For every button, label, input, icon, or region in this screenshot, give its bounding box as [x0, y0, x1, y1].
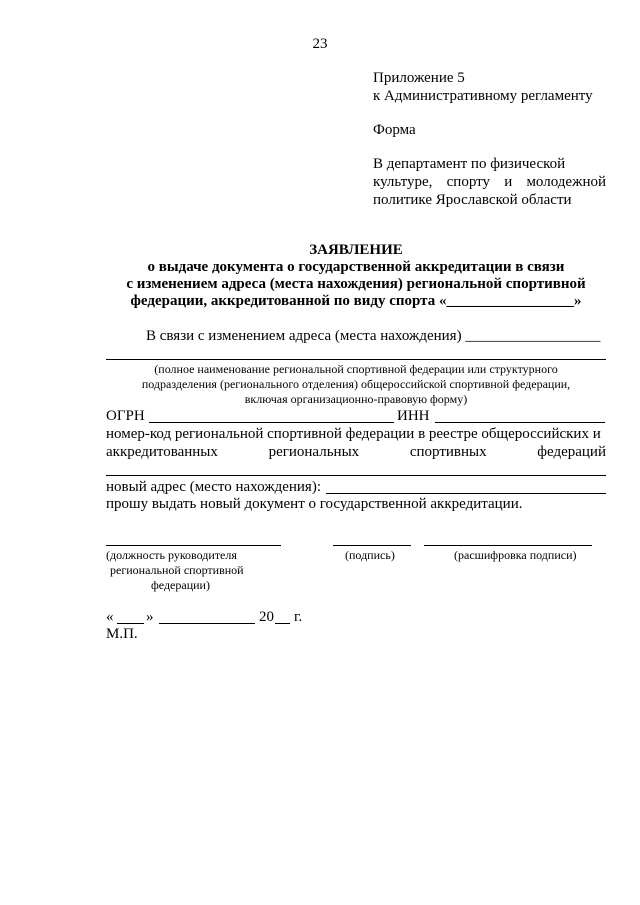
addressee-line3: политике Ярославской области — [373, 192, 572, 208]
addressee-word: спорту — [446, 174, 490, 190]
ogrn-label: ОГРН — [106, 408, 145, 424]
registry-word: спортивных — [409, 444, 487, 460]
decoding-caption: (расшифровка подписи) — [454, 548, 577, 562]
position-caption-2: региональной спортивной — [110, 563, 244, 577]
date-quote-open: « — [106, 609, 114, 625]
addressee-word: культуре, — [373, 174, 433, 190]
appendix-label: Приложение 5 — [373, 70, 465, 86]
regulation-label: к Административному регламенту — [373, 88, 593, 104]
registry-line2 — [106, 444, 606, 461]
note-line2: подразделения (регионального отделения) общероссийской спортивной федерации, — [141, 377, 571, 391]
year-prefix: 20 — [259, 609, 274, 625]
request-text: прошу выдать новый документ о государственной аккредитации. — [106, 496, 523, 512]
note-line1: (полное наименование региональной спортивной федерации или структурного — [154, 362, 558, 376]
document-title: ЗАЯВЛЕНИЕ — [309, 242, 403, 258]
addressee-line2 — [373, 174, 606, 191]
form-label: Форма — [373, 122, 416, 138]
federation-name-line — [106, 359, 606, 360]
addressee-word: молодежной — [526, 174, 606, 190]
inn-label: ИНН — [397, 408, 430, 424]
title-line4: федерации, аккредитованной по виду спорта «_________________» — [130, 293, 582, 309]
decoding-line — [424, 545, 592, 546]
title-line3: с изменением адреса (места нахождения) региональной спортивной — [126, 276, 586, 292]
position-line — [106, 545, 281, 546]
date-quote-close: » — [146, 609, 154, 625]
title-line2: о выдаче документа о государственной аккредитации в связи — [147, 259, 565, 275]
ogrn-field — [149, 422, 394, 423]
stamp-label: М.П. — [106, 626, 138, 642]
date-day-field — [117, 623, 144, 624]
page-number: 23 — [312, 36, 328, 52]
registry-word: аккредитованных — [106, 444, 218, 460]
year-field — [275, 623, 290, 624]
year-suffix: г. — [294, 609, 303, 625]
registry-number-line — [106, 475, 606, 476]
registry-line1: номер-код региональной спортивной федерации в реестре общероссийских и — [106, 426, 601, 442]
note-line3: включая организационно-правовую форму) — [244, 392, 468, 406]
registry-word: федераций — [537, 444, 606, 460]
registry-word: региональных — [268, 444, 360, 460]
signature-line — [333, 545, 411, 546]
intro-text: В связи с изменением адреса (места нахождения) __________________ — [146, 328, 601, 344]
new-address-field — [326, 493, 606, 494]
addressee-line1: В департамент по физической — [373, 156, 566, 172]
inn-field — [435, 422, 605, 423]
position-caption: (должность руководителя — [106, 548, 237, 562]
position-caption-3: федерации) — [151, 578, 210, 592]
addressee-word: и — [504, 174, 513, 190]
date-month-field — [159, 623, 255, 624]
new-address-label: новый адрес (место нахождения): — [106, 479, 321, 495]
signature-caption: (подпись) — [345, 548, 395, 562]
